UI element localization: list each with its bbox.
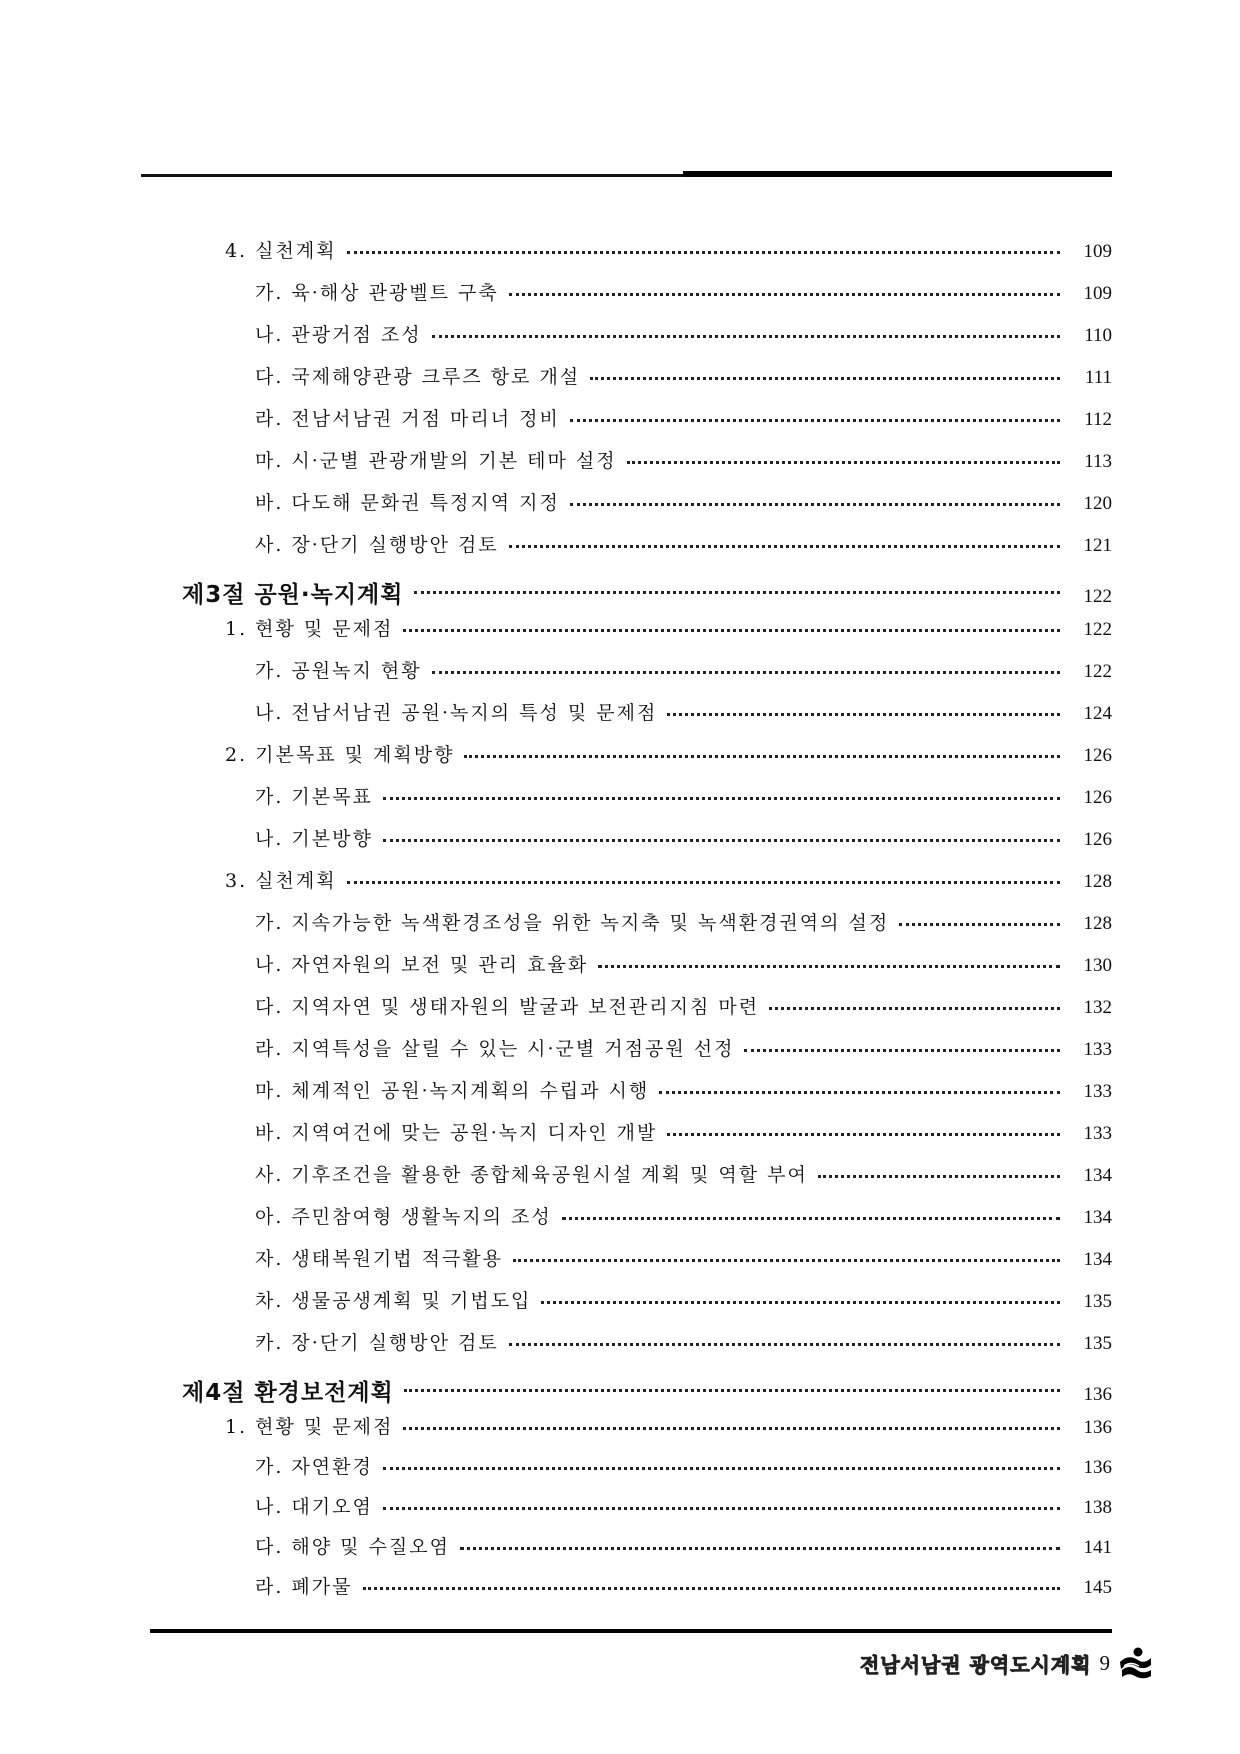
toc-entry[interactable] (225, 866, 1112, 896)
toc-entry-page: 109 (1083, 241, 1112, 262)
toc-entry-page: 126 (1083, 787, 1112, 808)
toc-entry-label: 2. 기본목표 및 계획방향 (225, 744, 455, 766)
toc-entry-label: 나. 전남서남권 공원·녹지의 특성 및 문제점 (255, 702, 658, 724)
toc-entry-page: 133 (1083, 1039, 1112, 1060)
toc-entry-label: 가. 자연환경 (255, 1456, 373, 1478)
toc-entry[interactable] (255, 1034, 1112, 1064)
dot-leader (667, 1133, 1060, 1136)
toc-entry-label: 나. 기본방향 (255, 828, 373, 850)
toc-entry[interactable] (255, 1572, 1112, 1602)
toc-entry[interactable] (255, 1160, 1112, 1190)
toc-entry-label: 나. 자연자원의 보전 및 관리 효율화 (255, 954, 589, 976)
dot-leader (509, 1343, 1060, 1346)
toc-entry[interactable] (225, 236, 1112, 266)
toc-entry-page: 109 (1083, 283, 1112, 304)
toc-entry[interactable] (255, 1118, 1112, 1148)
toc-entry-label: 다. 국제해양관광 크루즈 항로 개설 (255, 366, 581, 388)
page-footer (860, 1646, 1152, 1680)
toc-entry-label: 나. 관광거점 조성 (255, 324, 422, 346)
toc-entry-page: 135 (1083, 1291, 1112, 1312)
toc-entry-label: 사. 기후조건을 활용한 종합체육공원시설 계획 및 역할 부여 (255, 1164, 808, 1186)
dot-leader (403, 629, 1060, 632)
toc-entry-label: 라. 지역특성을 살릴 수 있는 시·군별 거점공원 선정 (255, 1038, 735, 1060)
dot-leader (744, 1049, 1060, 1052)
toc-entry-label: 제3절 공원·녹지계획 (182, 582, 404, 608)
toc-entry-label: 차. 생물공생계획 및 기법도입 (255, 1290, 532, 1312)
toc-entry-label: 제4절 환경보전계획 (182, 1380, 394, 1406)
toc-section-heading[interactable] (182, 576, 1112, 606)
dot-leader (562, 1217, 1060, 1220)
dot-leader (818, 1175, 1060, 1178)
toc-entry[interactable] (255, 488, 1112, 518)
toc-entry-label: 카. 장·단기 실행방안 검토 (255, 1332, 499, 1354)
toc-entry-page: 120 (1083, 493, 1112, 514)
toc-entry-page: 121 (1083, 535, 1112, 556)
toc-entry-label: 라. 전남서남권 거점 마리너 정비 (255, 408, 560, 430)
dot-leader (383, 1467, 1060, 1470)
toc-entry[interactable] (255, 992, 1112, 1022)
dot-leader (513, 1259, 1060, 1262)
dot-leader (659, 1091, 1060, 1094)
toc-entry-label: 바. 다도해 문화권 특정지역 지정 (255, 492, 560, 514)
dot-leader (509, 545, 1060, 548)
dot-leader (598, 965, 1060, 968)
toc-entry[interactable] (255, 320, 1112, 350)
toc-entry-label: 가. 공원녹지 현황 (255, 660, 422, 682)
toc-entry-label: 가. 육·해상 관광벨트 구축 (255, 282, 499, 304)
toc-entry-page: 113 (1084, 451, 1112, 472)
toc-entry-label: 바. 지역여건에 맞는 공원·녹지 디자인 개발 (255, 1122, 658, 1144)
toc-entry-page: 124 (1083, 703, 1112, 724)
toc-entry-page: 122 (1083, 619, 1112, 640)
dot-leader (383, 1507, 1060, 1510)
toc-entry-label: 마. 시·군별 관광개발의 기본 테마 설정 (255, 450, 617, 472)
toc-entry-label: 자. 생태복원기법 적극활용 (255, 1248, 504, 1270)
toc-entry[interactable] (255, 1244, 1112, 1274)
toc-entry[interactable] (255, 278, 1112, 308)
toc-entry-page: 136 (1083, 1457, 1112, 1478)
dot-leader (541, 1301, 1060, 1304)
toc-entry-label: 1. 현황 및 문제점 (225, 618, 394, 640)
dot-leader (403, 1427, 1060, 1430)
toc-entry[interactable] (255, 824, 1112, 854)
toc-entry[interactable] (225, 740, 1112, 770)
toc-entry-page: 136 (1083, 1384, 1112, 1405)
dot-leader (363, 1587, 1061, 1590)
dot-leader (432, 335, 1060, 338)
toc-entry-label: 아. 주민참여형 생활녹지의 조성 (255, 1206, 552, 1228)
dot-leader (769, 1007, 1060, 1010)
toc-entry[interactable] (255, 530, 1112, 560)
toc-entry-page: 111 (1084, 367, 1112, 388)
toc-entry-label: 다. 지역자연 및 생태자원의 발굴과 보전관리지침 마련 (255, 996, 760, 1018)
footer-title: 전남서남권 광역도시계획 (860, 1652, 1092, 1677)
toc-entry-label: 라. 폐가물 (255, 1576, 353, 1598)
dot-leader (414, 591, 1061, 594)
dot-leader (667, 713, 1060, 716)
toc-entry[interactable] (255, 404, 1112, 434)
toc-entry-page: 132 (1083, 997, 1112, 1018)
toc-entry[interactable] (255, 362, 1112, 392)
dot-leader (590, 377, 1060, 380)
toc-entry-page: 112 (1084, 409, 1112, 430)
toc-entry-page: 145 (1083, 1577, 1112, 1598)
toc-entry-label: 마. 체계적인 공원·녹지계획의 수립과 시행 (255, 1080, 650, 1102)
toc-entry-label: 4. 실천계획 (225, 240, 337, 262)
dot-leader (347, 251, 1060, 254)
toc-entry-page: 128 (1083, 913, 1112, 934)
dot-leader (570, 503, 1060, 506)
toc-entry-page: 110 (1084, 325, 1112, 346)
toc-entry-page: 135 (1083, 1333, 1112, 1354)
toc-entry[interactable] (225, 1412, 1112, 1442)
dot-leader (347, 881, 1060, 884)
dot-leader (383, 797, 1060, 800)
toc-entry-page: 122 (1083, 661, 1112, 682)
toc-entry-label: 다. 해양 및 수질오염 (255, 1536, 450, 1558)
toc-entry-page: 133 (1083, 1081, 1112, 1102)
toc-section-heading[interactable] (182, 1374, 1112, 1404)
header-rule-thick (683, 171, 1112, 177)
dot-leader (383, 839, 1060, 842)
toc-entry[interactable] (225, 614, 1112, 644)
footer-rule (150, 1629, 1112, 1633)
toc-entry-label: 사. 장·단기 실행방안 검토 (255, 534, 499, 556)
toc-entry[interactable] (255, 1076, 1112, 1106)
toc-entry-page: 136 (1083, 1417, 1112, 1438)
dot-leader (509, 293, 1060, 296)
toc-entry-label: 가. 지속가능한 녹색환경조성을 위한 녹지축 및 녹색환경권역의 설정 (255, 912, 890, 934)
dot-leader (404, 1389, 1060, 1392)
toc-entry[interactable] (255, 1452, 1112, 1482)
dot-leader (627, 461, 1060, 464)
toc-entry-page: 128 (1083, 871, 1112, 892)
toc-entry-page: 133 (1083, 1123, 1112, 1144)
toc-entry[interactable] (255, 1202, 1112, 1232)
toc-entry-page: 126 (1083, 745, 1112, 766)
toc-entry-page: 138 (1083, 1497, 1112, 1518)
toc-entry[interactable] (255, 950, 1112, 980)
toc-entry-page: 126 (1083, 829, 1112, 850)
toc-entry-label: 1. 현황 및 문제점 (225, 1416, 394, 1438)
page-number: 9 (1099, 1650, 1110, 1675)
toc-entry[interactable] (255, 782, 1112, 812)
toc-entry[interactable] (255, 908, 1112, 938)
toc-entry-page: 134 (1083, 1165, 1112, 1186)
toc-entry-page: 130 (1083, 955, 1112, 976)
toc-entry[interactable] (255, 698, 1112, 728)
toc-entry-page: 141 (1083, 1537, 1112, 1558)
dot-leader (432, 671, 1060, 674)
dot-leader (899, 923, 1060, 926)
toc-entry[interactable] (255, 1532, 1112, 1562)
toc-entry[interactable] (255, 1286, 1112, 1316)
toc-entry-page: 134 (1083, 1207, 1112, 1228)
toc-entry-label: 3. 실천계획 (225, 870, 337, 892)
toc-entry[interactable] (255, 1328, 1112, 1358)
toc-entry[interactable] (255, 1492, 1112, 1522)
toc-entry-page: 122 (1083, 586, 1112, 607)
toc-entry[interactable] (255, 446, 1112, 476)
dot-leader (464, 755, 1060, 758)
toc-entry-label: 나. 대기오염 (255, 1496, 373, 1518)
dot-leader (460, 1547, 1060, 1550)
dot-leader (570, 419, 1060, 422)
toc-entry-label: 가. 기본목표 (255, 786, 373, 808)
toc-entry-page: 134 (1083, 1249, 1112, 1270)
toc-entry[interactable] (255, 656, 1112, 686)
wave-sun-logo-icon (1118, 1646, 1152, 1680)
